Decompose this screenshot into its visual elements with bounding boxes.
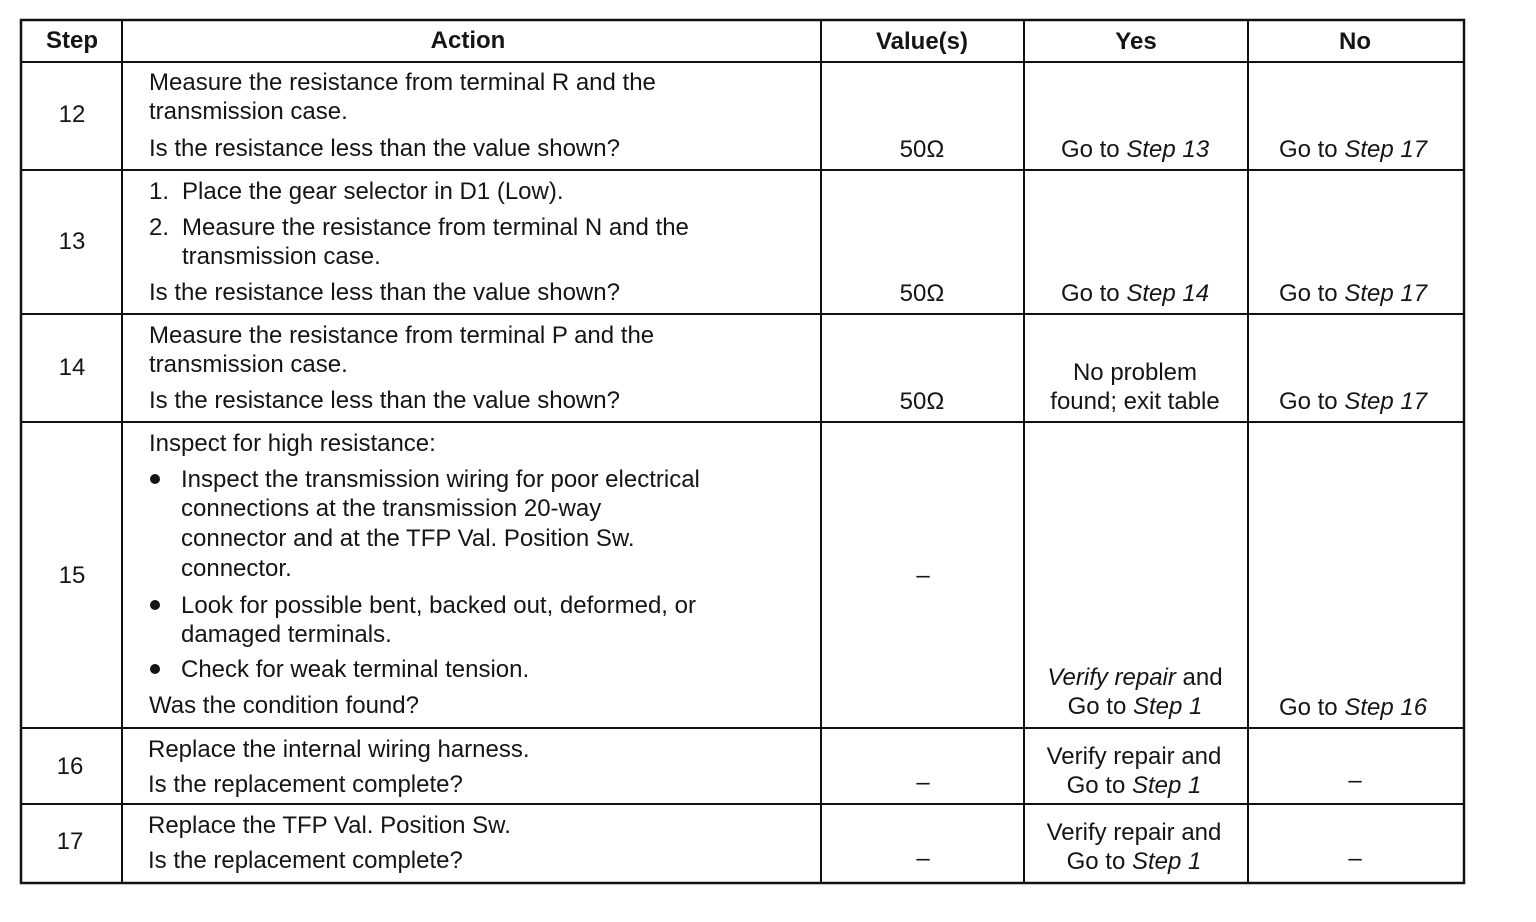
action-text: Place the gear selector in D1 (Low).	[182, 178, 564, 205]
value-text: 50Ω	[899, 280, 945, 307]
action-text: Replace the TFP Val. Position Sw.	[148, 812, 511, 839]
list-number: 2.	[149, 214, 170, 241]
header-yes: Yes	[1115, 28, 1157, 55]
action-text: Inspect for high resistance:	[149, 430, 436, 457]
action-text: Look for possible bent, backed out, deformed, or	[181, 592, 696, 619]
step-number: 15	[58, 562, 86, 589]
no-action: Go to Step 17	[1278, 136, 1428, 163]
action-text: Measure the resistance from terminal P and the	[149, 322, 655, 349]
yes-action: No problem	[1072, 359, 1198, 386]
bullet-icon	[150, 664, 160, 674]
header-values: Value(s)	[875, 28, 969, 55]
step-number: 13	[58, 228, 86, 255]
step-number: 16	[56, 753, 84, 780]
action-text: damaged terminals.	[181, 621, 392, 648]
action-text: transmission case.	[149, 351, 348, 378]
yes-action: Go to Step 1	[1066, 772, 1202, 799]
value-text: –	[916, 769, 930, 796]
no-action: Go to Step 17	[1278, 388, 1428, 415]
value-text: –	[916, 845, 930, 872]
yes-action: found; exit table	[1050, 388, 1220, 415]
value-text: 50Ω	[899, 388, 945, 415]
step-number: 12	[58, 101, 86, 128]
no-action: Go to Step 16	[1278, 694, 1428, 721]
yes-action: Go to Step 1	[1066, 848, 1202, 875]
value-text: 50Ω	[899, 136, 945, 163]
action-text: Measure the resistance from terminal N and the	[182, 214, 689, 241]
list-number: 1.	[149, 178, 170, 205]
yes-action: Go to Step 1	[1067, 693, 1203, 720]
question-text: Is the resistance less than the value shown?	[149, 135, 620, 162]
question-text: Is the replacement complete?	[148, 847, 463, 874]
question-text: Is the resistance less than the value shown?	[149, 387, 620, 414]
yes-action: Go to Step 14	[1060, 280, 1210, 307]
action-text: connector and at the TFP Val. Position Sw.	[181, 525, 635, 552]
yes-action: Verify repair and	[1046, 819, 1222, 846]
action-text: Measure the resistance from terminal R and the	[149, 69, 656, 96]
action-text: Replace the internal wiring harness.	[148, 736, 530, 763]
yes-action: Verify repair and	[1047, 664, 1223, 691]
action-text: Inspect the transmission wiring for poor electrical	[181, 466, 700, 493]
action-text: connections at the transmission 20-way	[181, 495, 602, 522]
header-no: No	[1339, 28, 1371, 55]
action-text: Check for weak terminal tension.	[181, 656, 530, 683]
question-text: Is the resistance less than the value shown?	[149, 279, 620, 306]
no-action: Go to Step 17	[1278, 280, 1428, 307]
question-text: Was the condition found?	[149, 692, 419, 719]
bullet-icon	[150, 600, 160, 610]
action-text: transmission case.	[182, 243, 381, 270]
bullet-icon	[150, 474, 160, 484]
header-step: Step	[45, 27, 99, 54]
header-action: Action	[430, 27, 506, 54]
no-action: –	[1348, 845, 1362, 872]
value-text: –	[916, 562, 930, 589]
yes-action: Verify repair and	[1046, 743, 1222, 770]
step-number: 14	[58, 354, 86, 381]
action-text: transmission case.	[149, 98, 348, 125]
action-text: connector.	[181, 555, 292, 582]
yes-action: Go to Step 13	[1060, 136, 1210, 163]
question-text: Is the replacement complete?	[148, 771, 463, 798]
step-number: 17	[56, 828, 84, 855]
no-action: –	[1348, 767, 1362, 794]
